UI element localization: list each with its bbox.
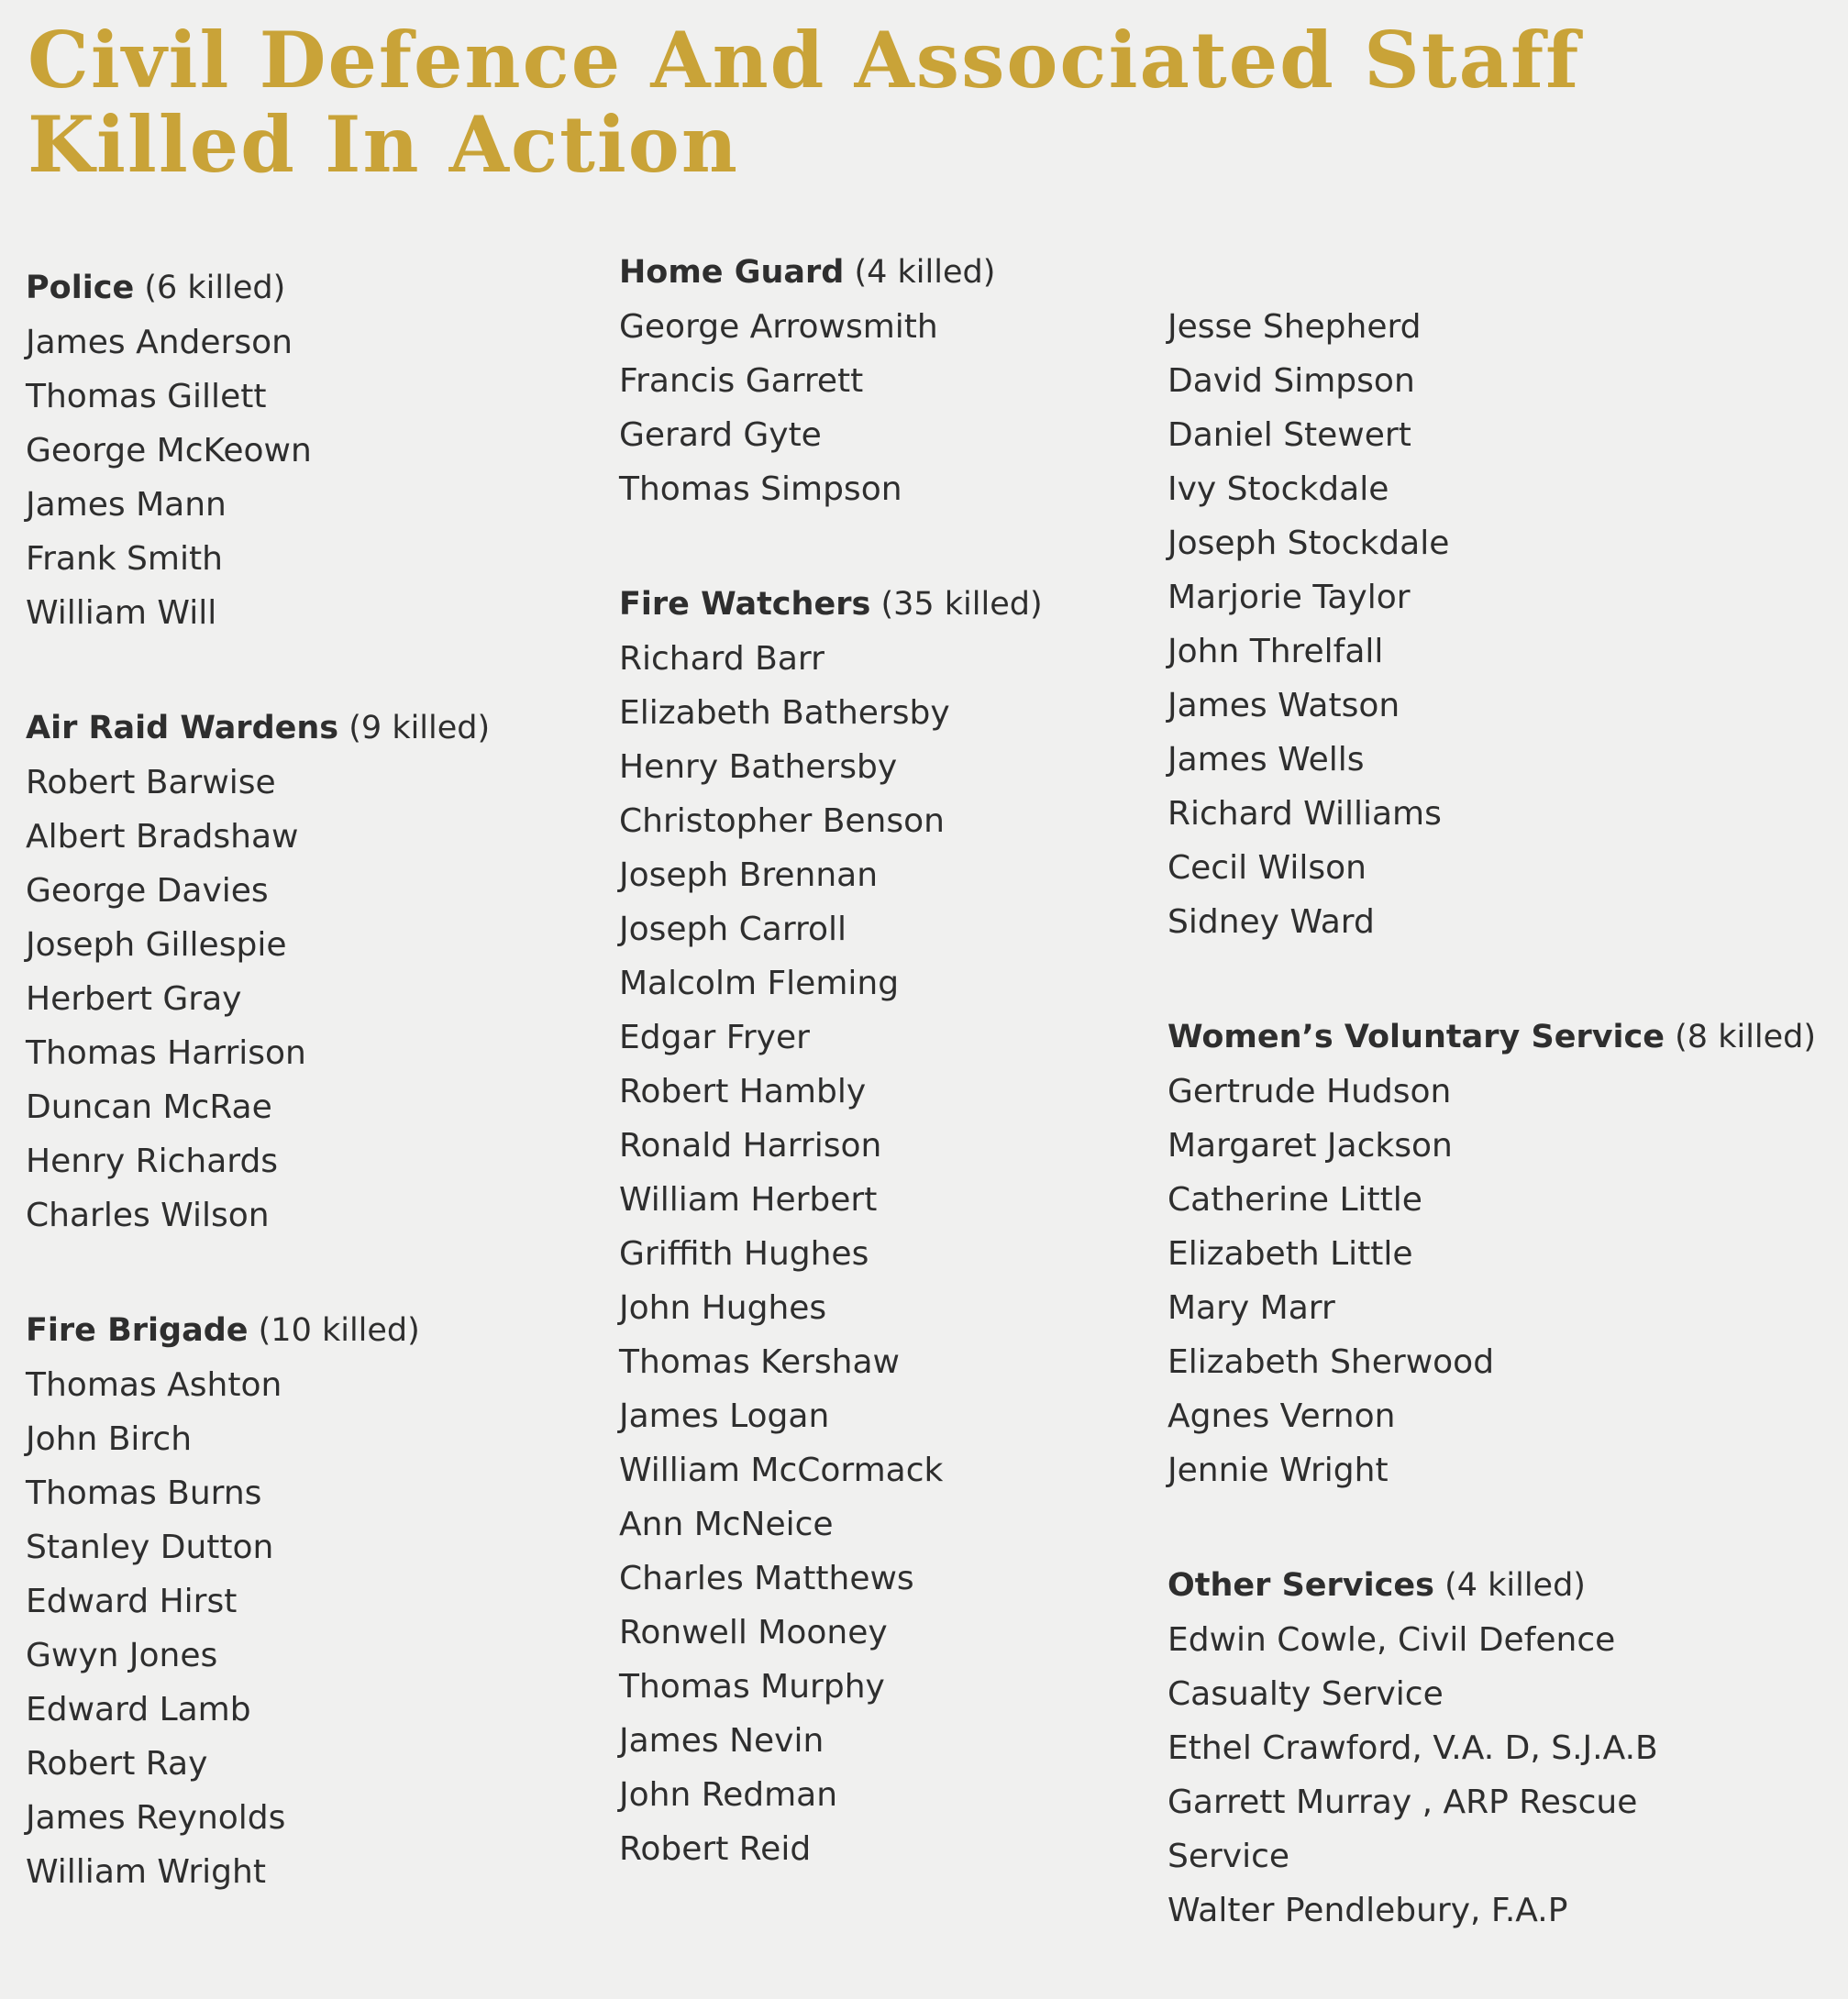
name-item: Cecil Wilson <box>1167 849 1367 887</box>
name-list <box>619 300 1206 516</box>
name-item: James Anderson <box>26 324 293 361</box>
name-item: Catherine Little <box>1167 1181 1422 1219</box>
section-name: Home Guard <box>619 254 845 291</box>
name-list <box>26 315 613 640</box>
name-item: James Nevin <box>619 1722 824 1760</box>
name-item: David Simpson <box>1167 362 1415 400</box>
name-item: Ann McNeice <box>619 1506 834 1543</box>
section-heading <box>26 701 613 756</box>
name-item: Edward Lamb <box>26 1691 251 1728</box>
section-fire-brigade <box>26 1304 613 1899</box>
name-item: James Logan <box>619 1397 830 1435</box>
name-item: Edwin Cowle, Civil Defence Casualty Service <box>1167 1621 1616 1713</box>
section-police <box>26 261 613 640</box>
name-item: Thomas Gillett <box>26 378 267 415</box>
name-item: George Davies <box>26 872 269 910</box>
name-item: Charles Wilson <box>26 1197 270 1234</box>
section-count: (8 killed) <box>1675 1019 1817 1055</box>
column-1 <box>26 261 613 1960</box>
name-item: Elizabeth Little <box>1167 1235 1413 1273</box>
name-item: Thomas Ashton <box>26 1366 282 1404</box>
section-name: Other Services <box>1167 1567 1434 1604</box>
section-name: Fire Brigade <box>26 1312 249 1349</box>
name-item: Thomas Harrison <box>26 1034 306 1072</box>
name-item: Walter Pendlebury, F.A.P <box>1167 1892 1568 1929</box>
section-heading <box>1167 1559 1754 1613</box>
name-item: Daniel Stewert <box>1167 416 1411 454</box>
section-name: Air Raid Wardens <box>26 710 339 746</box>
name-item: Joseph Stockdale <box>1167 525 1450 562</box>
name-item: Margaret Jackson <box>1167 1127 1453 1165</box>
name-item: Joseph Brennan <box>619 856 879 894</box>
name-item: Ethel Crawford, V.A. D, S.J.A.B <box>1167 1729 1658 1767</box>
name-item: Robert Barwise <box>26 764 276 801</box>
page-title-line-2: Killed In Action <box>28 99 739 190</box>
name-item: John Hughes <box>619 1289 827 1327</box>
section-count: (4 killed) <box>1444 1567 1586 1604</box>
name-item: Edward Hirst <box>26 1583 238 1620</box>
section-home-guard <box>619 246 1206 516</box>
section-womens-voluntary-service <box>1167 1011 1817 1497</box>
page-title-line-1: Civil Defence And Associated Staff <box>28 15 1581 105</box>
name-item: James Wells <box>1167 741 1365 779</box>
name-item: William McCormack <box>619 1452 944 1489</box>
name-list <box>1167 1065 1754 1497</box>
name-item: Thomas Burns <box>26 1474 262 1512</box>
section-heading <box>26 261 613 315</box>
name-item: Griffith Hughes <box>619 1235 869 1273</box>
column-2 <box>619 246 1206 1938</box>
name-item: Christopher Benson <box>619 802 945 840</box>
name-item: Sidney Ward <box>1167 903 1375 941</box>
name-item: Jennie Wright <box>1167 1452 1389 1489</box>
name-item: Thomas Murphy <box>619 1668 885 1706</box>
name-item: Frank Smith <box>26 540 223 578</box>
page-title <box>28 15 1581 190</box>
name-item: Thomas Kershaw <box>619 1343 900 1381</box>
name-item: Charles Matthews <box>619 1560 914 1597</box>
section-heading <box>1167 1011 1817 1065</box>
name-item: Stanley Dutton <box>26 1529 274 1566</box>
name-list <box>1167 300 1754 949</box>
name-item: Joseph Carroll <box>619 911 847 948</box>
name-item: Gertrude Hudson <box>1167 1073 1452 1110</box>
section-count: (6 killed) <box>144 270 286 306</box>
name-item: Ivy Stockdale <box>1167 470 1389 508</box>
section-count: (4 killed) <box>854 254 996 291</box>
section-fire-watchers <box>619 578 1206 1876</box>
section-count: (35 killed) <box>880 586 1043 623</box>
section-name: Police <box>26 270 135 306</box>
name-item: Ronald Harrison <box>619 1127 882 1165</box>
section-fire-watchers-continued <box>1167 300 1754 949</box>
name-item: Elizabeth Sherwood <box>1167 1343 1495 1381</box>
column-3 <box>1167 300 1817 1999</box>
name-item: Henry Richards <box>26 1143 279 1180</box>
name-item: Albert Bradshaw <box>26 818 299 856</box>
name-item: Mary Marr <box>1167 1289 1335 1327</box>
name-item: Jesse Shepherd <box>1167 308 1422 346</box>
section-heading <box>26 1304 613 1358</box>
name-item: Duncan McRae <box>26 1088 272 1126</box>
name-item: Ronwell Mooney <box>619 1614 888 1651</box>
name-item: Richard Williams <box>1167 795 1442 833</box>
name-item: William Herbert <box>619 1181 878 1219</box>
name-item: Henry Bathersby <box>619 748 898 786</box>
name-item: Marjorie Taylor <box>1167 579 1411 616</box>
name-list <box>26 1358 613 1899</box>
section-heading <box>619 578 1206 632</box>
name-list <box>26 756 613 1242</box>
name-item: John Redman <box>619 1776 838 1814</box>
name-item: Agnes Vernon <box>1167 1397 1396 1435</box>
name-item: Joseph Gillespie <box>26 926 287 964</box>
name-item: James Mann <box>26 486 227 524</box>
name-item: John Threlfall <box>1167 633 1384 670</box>
name-item: Herbert Gray <box>26 980 242 1018</box>
name-item: Thomas Simpson <box>619 470 902 508</box>
name-item: Gerard Gyte <box>619 416 822 454</box>
name-item: Richard Barr <box>619 640 824 678</box>
name-item: William Will <box>26 594 217 632</box>
name-item: Malcolm Fleming <box>619 965 900 1002</box>
name-item: George Arrowsmith <box>619 308 938 346</box>
name-item: Robert Ray <box>26 1745 208 1783</box>
name-item: George McKeown <box>26 432 312 469</box>
section-name: Fire Watchers <box>619 586 871 623</box>
name-item: James Watson <box>1167 687 1400 724</box>
name-item: Robert Reid <box>619 1830 812 1868</box>
name-list <box>1167 1613 1754 1938</box>
section-name: Women’s Voluntary Service <box>1167 1019 1665 1055</box>
name-item: Elizabeth Bathersby <box>619 694 950 732</box>
name-list <box>619 632 1206 1876</box>
section-count: (10 killed) <box>258 1312 420 1349</box>
section-count: (9 killed) <box>349 710 491 746</box>
section-air-raid-wardens <box>26 701 613 1242</box>
name-item: Edgar Fryer <box>619 1019 810 1056</box>
name-item: Gwyn Jones <box>26 1637 218 1674</box>
name-item: William Wright <box>26 1853 266 1891</box>
name-item: Robert Hambly <box>619 1073 867 1110</box>
name-item: James Reynolds <box>26 1799 286 1837</box>
section-other-services <box>1167 1559 1754 1938</box>
name-item: Francis Garrett <box>619 362 864 400</box>
name-item: John Birch <box>26 1420 193 1458</box>
section-heading <box>619 246 1206 300</box>
name-item: Garrett Murray , ARP Rescue Service <box>1167 1784 1638 1875</box>
